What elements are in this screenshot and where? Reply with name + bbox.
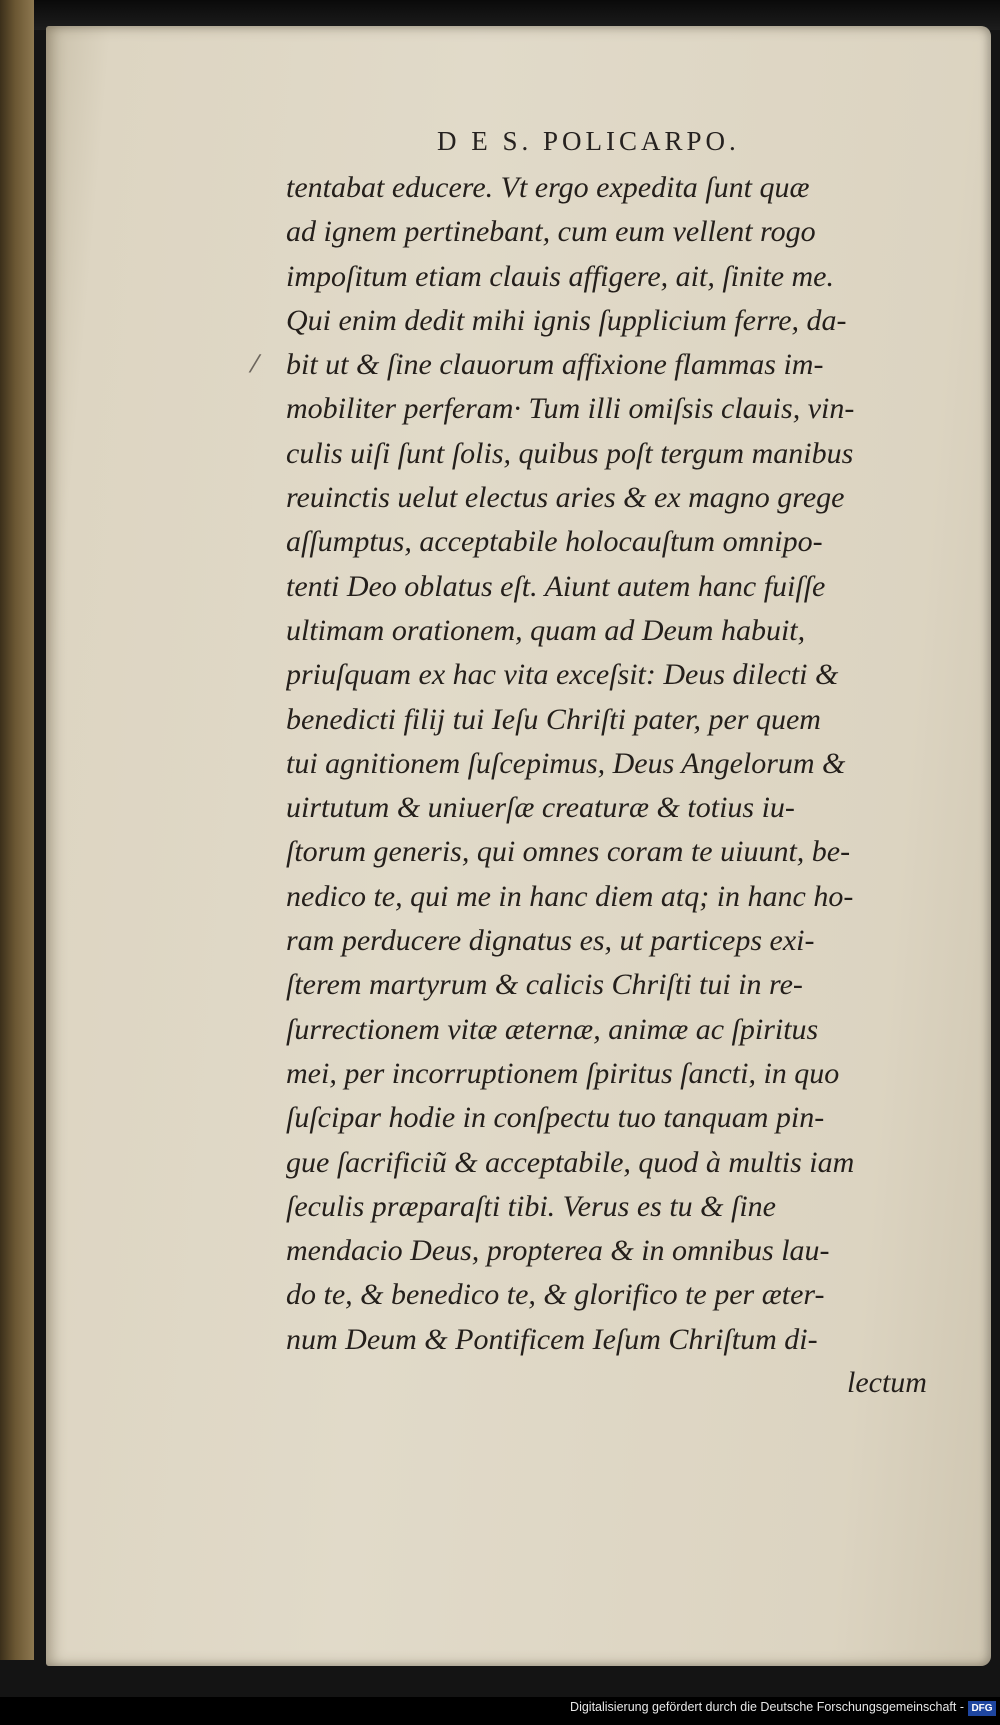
- text-line: reuinctis uelut electus aries & ex magno grege: [286, 481, 845, 515]
- dfg-logo: DFG: [968, 1701, 996, 1716]
- text-line: ultimam orationem, quam ad Deum habuit,: [286, 613, 806, 647]
- text-line: ſterem martyrum & calicis Chriſti tui in re-: [286, 968, 803, 1002]
- running-head: D E S. POLICARPO.: [437, 126, 740, 156]
- text-line: uirtutum & uniuerſæ creaturæ & totius iu-: [286, 791, 795, 825]
- book-edge: [0, 0, 34, 1660]
- text-line: Qui enim dedit mihi ignis ſupplicium ferre, da-: [286, 303, 847, 337]
- text-line: tenti Deo oblatus eſt. Aiunt autem hanc fuiſſe: [286, 569, 826, 603]
- text-line: tentabat educere. Vt ergo expedita ſunt quæ: [286, 171, 810, 204]
- text-line: bit ut & ſine clauorum affixione flammas im-: [286, 348, 824, 382]
- text-line: culis uiſi ſunt ſolis, quibus poſt tergum manibus: [286, 436, 854, 470]
- text-line: ſtorum generis, qui omnes coram te uiuunt, be-: [286, 835, 851, 869]
- funding-notice: Digitalisierung gefördert durch die Deutsche Forschungsgemeinschaft -: [570, 1700, 964, 1714]
- text-line: mendacio Deus, propterea & in omnibus lau-: [286, 1234, 830, 1268]
- text-line: mei, per incorruptionem ſpiritus ſancti, in quo: [286, 1056, 840, 1090]
- text-line: aſſumptus, acceptabile holocauſtum omnipo-: [286, 525, 823, 559]
- text-line: benedicti filij tui Ieſu Chriſti pater, per quem: [286, 702, 821, 736]
- text-line: do te, & benedico te, & glorifico te per æter-: [286, 1278, 825, 1312]
- body-text: [286, 166, 956, 1362]
- text-line: mobiliter perferam· Tum illi omiſsis clauis, vin-: [286, 392, 855, 426]
- text-line: ſurrectionem vitæ æternæ, animæ ac ſpiritus: [286, 1012, 819, 1046]
- text-line: ram perducere dignatus es, ut particeps exi-: [286, 924, 815, 958]
- text-line: num Deum & Pontificem Ieſum Chriſtum di-: [286, 1322, 818, 1356]
- text-line: gue ſacrificiũ & acceptabile, quod à multis iam: [286, 1145, 855, 1179]
- text-line: ſuſcipar hodie in conſpectu tuo tanquam pin-: [286, 1101, 825, 1135]
- text-line: ſeculis præparaſti tibi. Verus es tu & ſine: [286, 1189, 776, 1223]
- text-line: impoſitum etiam clauis affigere, ait, ſinite me.: [286, 259, 834, 293]
- text-line: ad ignem pertinebant, cum eum vellent rogo: [286, 215, 816, 249]
- text-line: tui agnitionem ſuſcepimus, Deus Angelorum &: [286, 746, 846, 780]
- catchword: lectum: [847, 1366, 927, 1399]
- margin-annotation-mark: ⁄: [253, 350, 258, 378]
- text-line: priuſquam ex hac vita exceſsit: Deus dilecti &: [286, 658, 839, 692]
- text-line: nedico te, qui me in hanc diem atq; in hanc ho-: [286, 879, 854, 913]
